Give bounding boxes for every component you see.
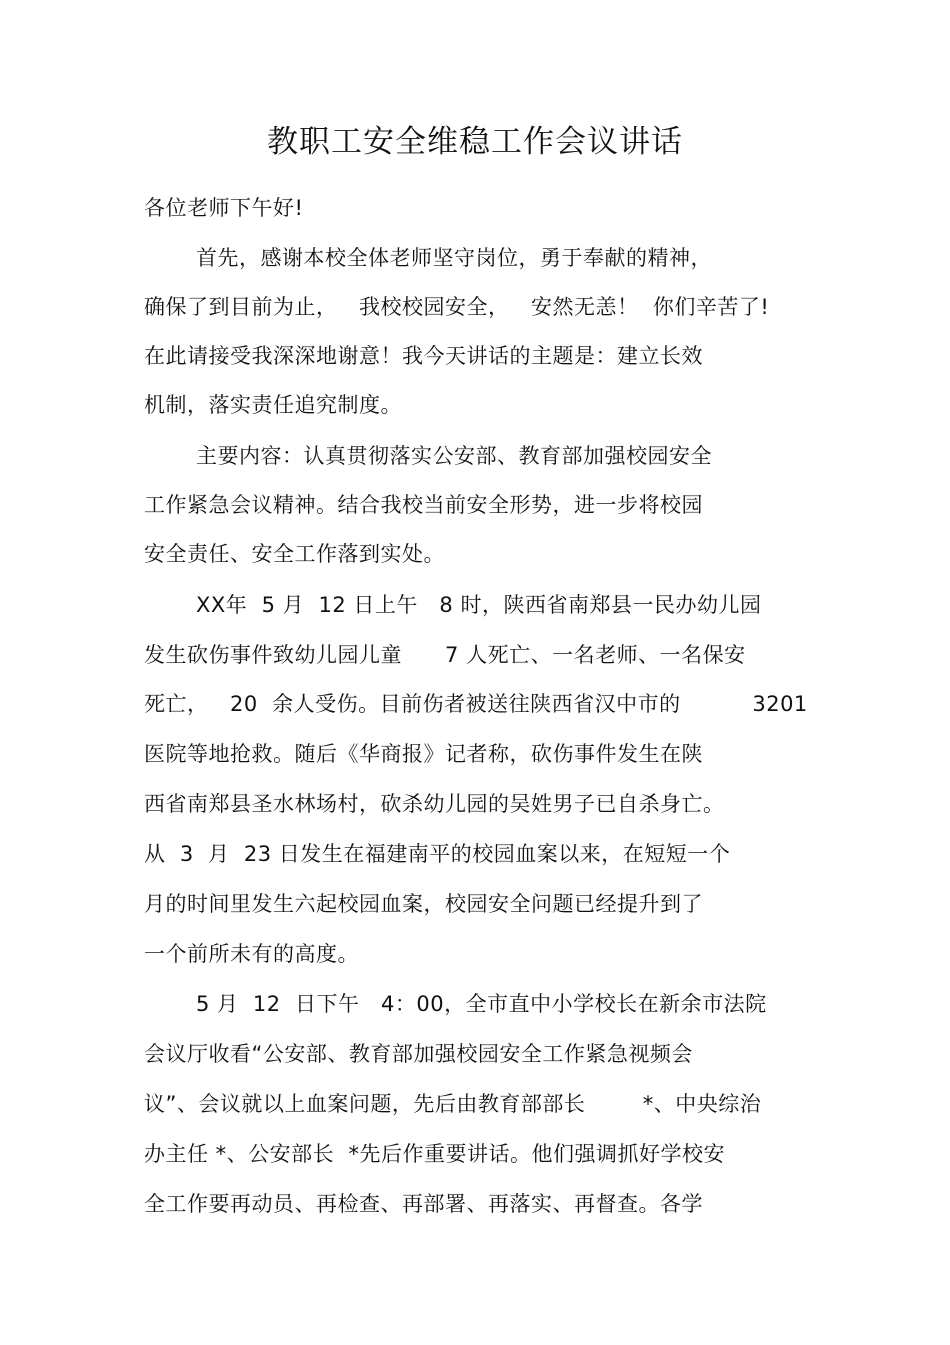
document-title: 教职工安全维稳工作会议讲话 <box>267 124 683 160</box>
paragraph-line: 西省南郑县圣水林场村，砍杀幼儿园的吴姓男子已自杀身亡。 <box>144 792 725 816</box>
paragraph-line: 从 3 月 23 日发生在福建南平的校园血案以来，在短短一个 <box>144 842 731 866</box>
paragraph-line: 发生砍伤事件致幼儿园儿童 7 人死亡、一名老师、一名保安 <box>144 643 746 667</box>
paragraph-line: 医院等地抢救。随后《华商报》记者称，砍伤事件发生在陕 <box>144 742 703 766</box>
paragraph-line: 议”、会议就以上血案问题，先后由教育部部长 *、中央综治 <box>144 1092 762 1116</box>
paragraph-line: 5 月 12 日下午 4：00，全市直中小学校长在新余市法院 <box>196 992 767 1016</box>
paragraph-line: 机制，落实责任追究制度。 <box>144 393 402 417</box>
paragraph-line: 确保了到目前为止， 我校校园安全， 安然无恙！ 你们辛苦了! <box>144 295 770 319</box>
paragraph-line: 全工作要再动员、再检查、再部署、再落实、再督查。各学 <box>144 1192 703 1216</box>
paragraph-line: 办主任 *、公安部长 *先后作重要讲话。他们强调抓好学校安 <box>144 1142 726 1166</box>
paragraph-line: 月的时间里发生六起校园血案，校园安全问题已经提升到了 <box>144 892 703 916</box>
paragraph-line: 死亡， 20 余人受伤。目前伤者被送往陕西省汉中市的 3201 <box>144 692 808 716</box>
paragraph-line: 安全责任、安全工作落到实处。 <box>144 542 445 566</box>
paragraph-line: 在此请接受我深深地谢意！我今天讲话的主题是：建立长效 <box>144 344 703 368</box>
paragraph-line: XX年 5 月 12 日上午 8 时，陕西省南郑县一民办幼儿园 <box>196 593 762 617</box>
paragraph-line: 一个前所未有的高度。 <box>144 942 359 966</box>
paragraph-line: 工作紧急会议精神。结合我校当前安全形势，进一步将校园 <box>144 493 703 517</box>
paragraph-line: 首先，感谢本校全体老师坚守岗位，勇于奉献的精神， <box>196 246 712 270</box>
greeting-line: 各位老师下午好! <box>144 196 304 220</box>
paragraph-line: 会议厅收看“公安部、教育部加强校园安全工作紧急视频会 <box>144 1042 693 1066</box>
paragraph-line: 主要内容：认真贯彻落实公安部、教育部加强校园安全 <box>196 444 712 468</box>
